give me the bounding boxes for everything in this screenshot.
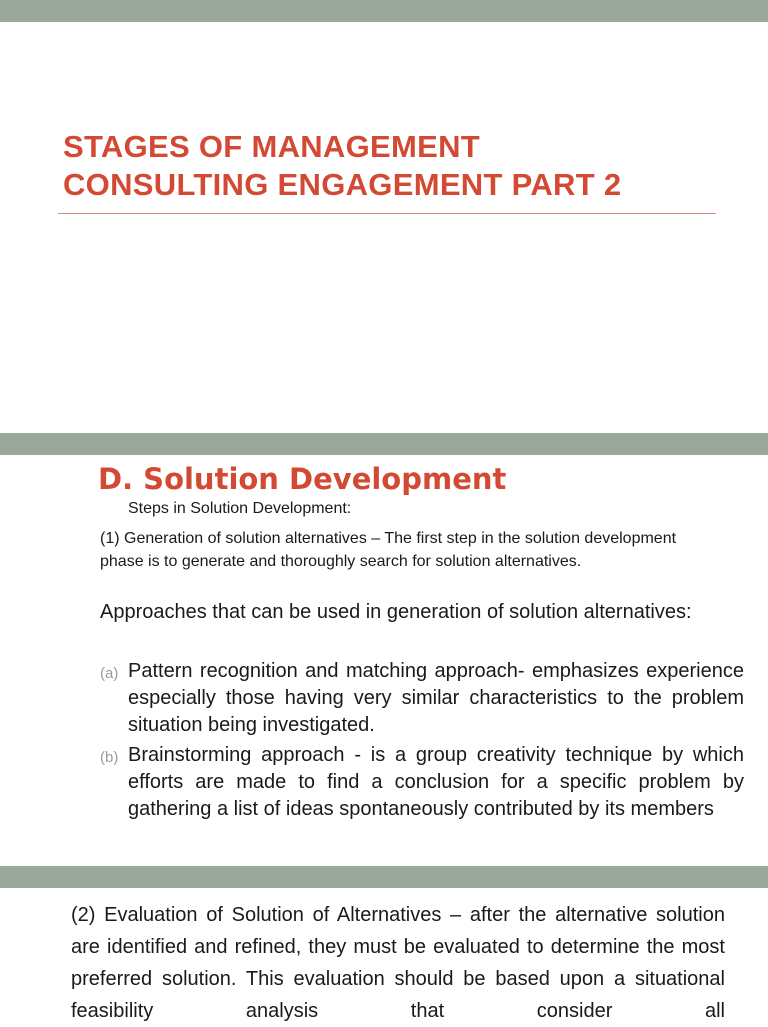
- slide-separator-bar: [0, 866, 768, 888]
- list-marker: (a): [100, 665, 119, 682]
- step-2-paragraph: (2) Evaluation of Solution of Alternatives – after the alternative solution are identified and refined, they must be evaluated to determine the most preferred solution. This evaluation should be based upon a situational feasibility analysis that consider all: [71, 904, 725, 1022]
- slide-title-line-1: STAGES OF MANAGEMENT: [63, 129, 481, 164]
- list-marker: (b): [100, 749, 119, 766]
- approach-list-item: [100, 742, 744, 823]
- slide-title: [63, 128, 743, 204]
- approach-text: Pattern recognition and matching approach- emphasizes experience especially those having very similar characteristics to the problem situation being investigated.: [128, 660, 744, 736]
- slide-separator-bar: [0, 433, 768, 455]
- approach-list-item: [100, 658, 744, 739]
- section-heading: D. Solution Development: [98, 462, 507, 496]
- approach-text: Brainstorming approach - is a group creativity technique by which efforts are made to find a conclusion for a specific problem by gathering a list of ideas spontaneously contributed by its members: [128, 744, 744, 820]
- slide-separator-bar: [0, 0, 768, 22]
- slide-title-line-2: CONSULTING ENGAGEMENT PART 2: [63, 167, 622, 202]
- approaches-intro-paragraph: Approaches that can be used in generation of solution alternatives:: [100, 601, 692, 623]
- section-subheading: Steps in Solution Development:: [128, 500, 352, 517]
- title-underline-rule: [58, 213, 716, 214]
- step-1-paragraph: (1) Generation of solution alternatives – The first step in the solution development phase is to generate and thoroughly search for solution alternatives.: [100, 530, 677, 570]
